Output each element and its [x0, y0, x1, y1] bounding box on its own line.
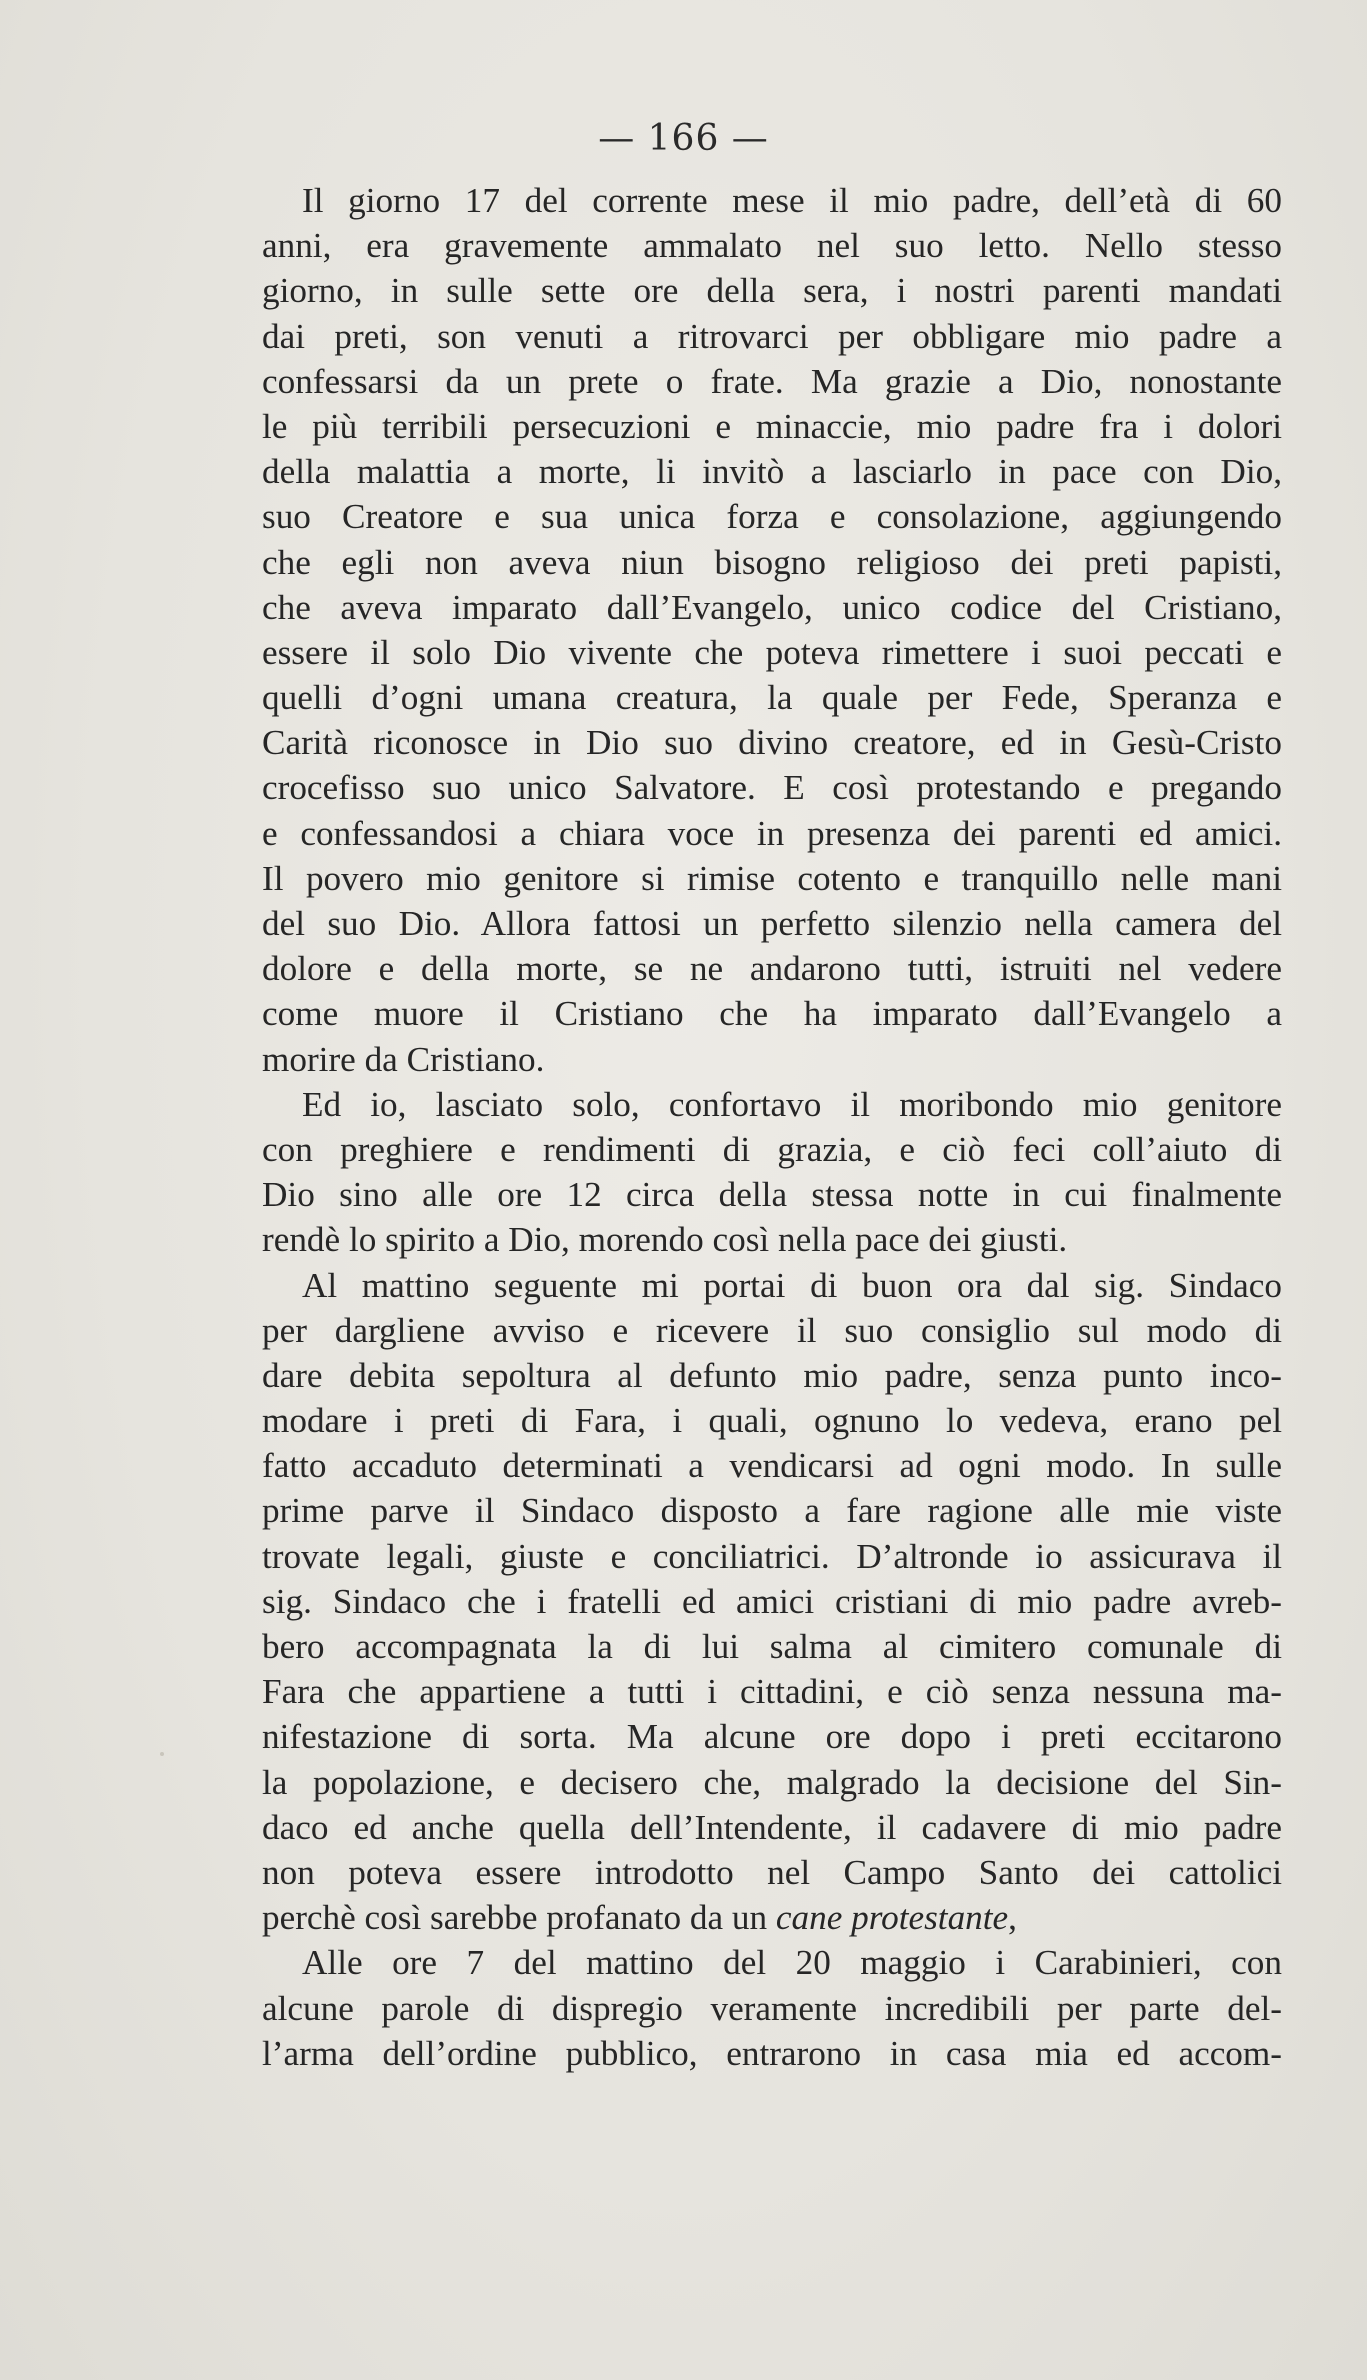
- text-line: che aveva imparato dall’Evangelo, unico codice del Cristiano,: [262, 587, 1282, 627]
- text-line: crocefisso suo unico Salvatore. E così protestando e pregando: [262, 768, 1282, 808]
- text-line: per dargliene avviso e ricevere il suo consiglio sul modo di: [262, 1310, 1282, 1350]
- text-line: Il giorno 17 del corrente mese il mio padre, dell’età di 60: [302, 181, 1282, 220]
- text-line: non poteva essere introdotto nel Campo Santo dei cattolici: [262, 1852, 1282, 1892]
- body-text: [262, 178, 1282, 2076]
- text-line: essere il solo Dio vivente che poteva rimettere i suoi peccati e: [262, 632, 1282, 672]
- text-line: che egli non aveva niun bisogno religioso dei preti papisti,: [262, 542, 1282, 582]
- text-line: Dio sino alle ore 12 circa della stessa notte in cui finalmente: [262, 1175, 1282, 1215]
- text-line: Carità riconosce in Dio suo divino creatore, ed in Gesù-Cristo: [262, 723, 1282, 763]
- text-line: alcune parole di dispregio veramente incredibili per parte del-: [262, 1988, 1282, 2028]
- text-line: perchè così sarebbe profanato da un cane protestante,: [262, 1898, 1017, 1938]
- text-line: prime parve il Sindaco disposto a fare ragione alle mie viste: [262, 1491, 1282, 1531]
- italic-phrase: cane protestante: [775, 1898, 1009, 1938]
- text-line: le più terribili persecuzioni e minaccie, mio padre fra i dolori: [262, 406, 1282, 446]
- text-line: la popolazione, e decisero che, malgrado la decisione del Sin-: [262, 1762, 1282, 1802]
- text-line: nifestazione di sorta. Ma alcune ore dopo i preti eccitarono: [262, 1717, 1282, 1757]
- text-line: l’arma dell’ordine pubblico, entrarono in casa mia ed accom-: [262, 2033, 1282, 2073]
- text-line: del suo Dio. Allora fattosi un perfetto silenzio nella camera del: [262, 904, 1282, 943]
- text-line: rendè lo spirito a Dio, morendo così nella pace dei giusti.: [262, 1220, 1068, 1260]
- paper-spot: [160, 1752, 164, 1756]
- text-line: bero accompagnata la di lui salma al cimitero comunale di: [262, 1627, 1282, 1666]
- text-line: Al mattino seguente mi portai di buon ora dal sig. Sindaco: [302, 1265, 1282, 1305]
- text-line: sig. Sindaco che i fratelli ed amici cristiani di mio padre avreb-: [262, 1581, 1282, 1621]
- text-line: morire da Cristiano.: [262, 1039, 545, 1079]
- text-line: della malattia a morte, li invitò a lasciarlo in pace con Dio,: [262, 452, 1282, 492]
- text-line: dai preti, son venuti a ritrovarci per obbligare mio padre a: [262, 316, 1282, 356]
- text-line: Alle ore 7 del mattino del 20 maggio i Carabinieri, con: [302, 1943, 1282, 1983]
- text-line: dolore e della morte, se ne andarono tutti, istruiti nel vedere: [262, 949, 1282, 989]
- text-line: trovate legali, giuste e conciliatrici. D’altronde io assicurava il: [262, 1536, 1282, 1576]
- text-line: anni, era gravemente ammalato nel suo letto. Nello stesso: [262, 226, 1282, 266]
- text-line: confessarsi da un prete o frate. Ma grazie a Dio, nonostante: [262, 361, 1282, 401]
- text-line: con preghiere e rendimenti di grazia, e ciò feci coll’aiuto di: [262, 1129, 1282, 1169]
- text-line: fatto accaduto determinati a vendicarsi ad ogni modo. In sulle: [262, 1446, 1282, 1486]
- text-line: modare i preti di Fara, i quali, ognuno lo vedeva, erano pel: [262, 1401, 1282, 1441]
- page-number: — 166 —: [598, 118, 769, 159]
- text-line: suo Creatore e sua unica forza e consolazione, aggiungendo: [262, 497, 1282, 537]
- text-line: come muore il Cristiano che ha imparato dall’Evangelo a: [262, 994, 1282, 1034]
- text-line: Ed io, lasciato solo, confortavo il moribondo mio genitore: [302, 1084, 1282, 1124]
- text-line: Il povero mio genitore si rimise cotento e tranquillo nelle mani: [262, 858, 1282, 898]
- text-line: Fara che appartiene a tutti i cittadini, e ciò senza nessuna ma-: [262, 1672, 1282, 1712]
- text-line: giorno, in sulle sette ore della sera, i nostri parenti mandati: [262, 271, 1282, 311]
- text-line: quelli d’ogni umana creatura, la quale per Fede, Speranza e: [262, 678, 1282, 718]
- text-line: dare debita sepoltura al defunto mio padre, senza punto inco-: [262, 1355, 1282, 1395]
- text-line: e confessandosi a chiara voce in presenza dei parenti ed amici.: [262, 813, 1282, 853]
- text-line: daco ed anche quella dell’Intendente, il cadavere di mio padre: [262, 1807, 1282, 1847]
